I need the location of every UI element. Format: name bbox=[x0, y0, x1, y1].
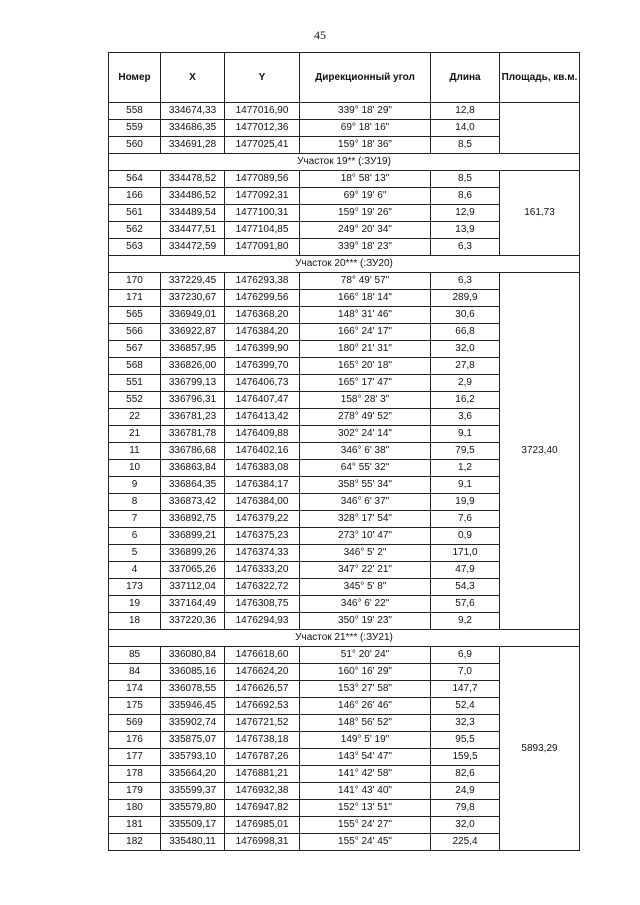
direction-angle: 346° 5' 2" bbox=[300, 545, 431, 562]
direction-angle: 346° 6' 38" bbox=[300, 443, 431, 460]
coord-y: 1476384,20 bbox=[225, 324, 300, 341]
direction-angle: 152° 13' 51" bbox=[300, 800, 431, 817]
segment-length: 66,8 bbox=[431, 324, 500, 341]
point-number: 180 bbox=[109, 800, 161, 817]
direction-angle: 166° 24' 17" bbox=[300, 324, 431, 341]
point-number: 558 bbox=[109, 103, 161, 120]
coord-y: 1476413,42 bbox=[225, 409, 300, 426]
coord-x: 334691,28 bbox=[161, 137, 225, 154]
coord-y: 1476985,01 bbox=[225, 817, 300, 834]
coord-y: 1476624,20 bbox=[225, 664, 300, 681]
direction-angle: 141° 43' 40" bbox=[300, 783, 431, 800]
coord-y: 1476383,08 bbox=[225, 460, 300, 477]
direction-angle: 180° 21' 31" bbox=[300, 341, 431, 358]
segment-length: 14,0 bbox=[431, 120, 500, 137]
header-x: X bbox=[161, 53, 225, 103]
direction-angle: 346° 6' 37" bbox=[300, 494, 431, 511]
coord-x: 336864,35 bbox=[161, 477, 225, 494]
segment-length: 24,9 bbox=[431, 783, 500, 800]
coord-y: 1477092,31 bbox=[225, 188, 300, 205]
coord-y: 1476721,52 bbox=[225, 715, 300, 732]
coord-x: 337230,67 bbox=[161, 290, 225, 307]
coordinates-table bbox=[108, 52, 580, 851]
direction-angle: 143° 54' 47" bbox=[300, 749, 431, 766]
coord-x: 336922,87 bbox=[161, 324, 225, 341]
segment-length: 57,6 bbox=[431, 596, 500, 613]
direction-angle: 165° 20' 18" bbox=[300, 358, 431, 375]
direction-angle: 78° 49' 57" bbox=[300, 273, 431, 290]
coord-x: 336796,31 bbox=[161, 392, 225, 409]
point-number: 177 bbox=[109, 749, 161, 766]
direction-angle: 358° 55' 34" bbox=[300, 477, 431, 494]
coord-x: 334478,52 bbox=[161, 171, 225, 188]
coord-x: 336080,84 bbox=[161, 647, 225, 664]
direction-angle: 148° 56' 52" bbox=[300, 715, 431, 732]
point-number: 5 bbox=[109, 545, 161, 562]
area-value: 5893,29 bbox=[500, 647, 580, 851]
segment-length: 2,9 bbox=[431, 375, 500, 392]
coord-y: 1477104,85 bbox=[225, 222, 300, 239]
direction-angle: 18° 58' 13" bbox=[300, 171, 431, 188]
segment-length: 79,5 bbox=[431, 443, 500, 460]
table-row bbox=[109, 171, 580, 188]
point-number: 18 bbox=[109, 613, 161, 630]
point-number: 560 bbox=[109, 137, 161, 154]
segment-length: 6,3 bbox=[431, 239, 500, 256]
segment-length: 147,7 bbox=[431, 681, 500, 698]
coord-y: 1476399,90 bbox=[225, 341, 300, 358]
header-area: Площадь, кв.м. bbox=[500, 53, 580, 103]
point-number: 11 bbox=[109, 443, 161, 460]
coord-y: 1477100,31 bbox=[225, 205, 300, 222]
point-number: 175 bbox=[109, 698, 161, 715]
table-row bbox=[109, 647, 580, 664]
coord-y: 1476881,21 bbox=[225, 766, 300, 783]
coord-x: 335902,74 bbox=[161, 715, 225, 732]
point-number: 4 bbox=[109, 562, 161, 579]
direction-angle: 159° 18' 36" bbox=[300, 137, 431, 154]
direction-angle: 141° 42' 58" bbox=[300, 766, 431, 783]
coord-y: 1477012,36 bbox=[225, 120, 300, 137]
coord-x: 335599,37 bbox=[161, 783, 225, 800]
coord-y: 1476409,88 bbox=[225, 426, 300, 443]
coord-x: 334489,54 bbox=[161, 205, 225, 222]
coord-y: 1476368,20 bbox=[225, 307, 300, 324]
section-title: Участок 19** (:ЗУ19) bbox=[109, 154, 580, 171]
direction-angle: 347° 22' 21" bbox=[300, 562, 431, 579]
coord-y: 1476998,31 bbox=[225, 834, 300, 851]
point-number: 85 bbox=[109, 647, 161, 664]
point-number: 19 bbox=[109, 596, 161, 613]
area-value bbox=[500, 103, 580, 154]
segment-length: 16,2 bbox=[431, 392, 500, 409]
point-number: 551 bbox=[109, 375, 161, 392]
coord-x: 337220,36 bbox=[161, 613, 225, 630]
coord-y: 1476294,93 bbox=[225, 613, 300, 630]
coord-x: 334477,51 bbox=[161, 222, 225, 239]
segment-length: 30,6 bbox=[431, 307, 500, 324]
coord-x: 334486,52 bbox=[161, 188, 225, 205]
segment-length: 7,0 bbox=[431, 664, 500, 681]
coord-y: 1477091,80 bbox=[225, 239, 300, 256]
coord-x: 336826,00 bbox=[161, 358, 225, 375]
point-number: 565 bbox=[109, 307, 161, 324]
direction-angle: 69° 18' 16" bbox=[300, 120, 431, 137]
coord-x: 337112,04 bbox=[161, 579, 225, 596]
point-number: 170 bbox=[109, 273, 161, 290]
coord-y: 1476299,56 bbox=[225, 290, 300, 307]
section-row bbox=[109, 154, 580, 171]
coord-y: 1476618,60 bbox=[225, 647, 300, 664]
segment-length: 289,9 bbox=[431, 290, 500, 307]
direction-angle: 146° 26' 46" bbox=[300, 698, 431, 715]
direction-angle: 69° 19' 6" bbox=[300, 188, 431, 205]
header-angle: Дирекционный угол bbox=[300, 53, 431, 103]
section-title: Участок 21*** (:ЗУ21) bbox=[109, 630, 580, 647]
point-number: 563 bbox=[109, 239, 161, 256]
direction-angle: 302° 24' 14" bbox=[300, 426, 431, 443]
segment-length: 8,6 bbox=[431, 188, 500, 205]
segment-length: 9,2 bbox=[431, 613, 500, 630]
header-length: Длина bbox=[431, 53, 500, 103]
coord-x: 336863,84 bbox=[161, 460, 225, 477]
coord-y: 1476787,26 bbox=[225, 749, 300, 766]
coord-y: 1476293,38 bbox=[225, 273, 300, 290]
coord-x: 336873,42 bbox=[161, 494, 225, 511]
point-number: 181 bbox=[109, 817, 161, 834]
coord-y: 1476379,22 bbox=[225, 511, 300, 528]
coord-x: 334674,33 bbox=[161, 103, 225, 120]
direction-angle: 339° 18' 23" bbox=[300, 239, 431, 256]
point-number: 567 bbox=[109, 341, 161, 358]
point-number: 562 bbox=[109, 222, 161, 239]
direction-angle: 159° 19' 26" bbox=[300, 205, 431, 222]
coord-x: 336781,23 bbox=[161, 409, 225, 426]
point-number: 559 bbox=[109, 120, 161, 137]
direction-angle: 51° 20' 24" bbox=[300, 647, 431, 664]
segment-length: 82,6 bbox=[431, 766, 500, 783]
coord-x: 336857,95 bbox=[161, 341, 225, 358]
coord-y: 1476308,75 bbox=[225, 596, 300, 613]
point-number: 7 bbox=[109, 511, 161, 528]
coord-y: 1476932,38 bbox=[225, 783, 300, 800]
point-number: 10 bbox=[109, 460, 161, 477]
direction-angle: 249° 20' 34" bbox=[300, 222, 431, 239]
direction-angle: 158° 28' 3" bbox=[300, 392, 431, 409]
coord-y: 1476947,82 bbox=[225, 800, 300, 817]
point-number: 6 bbox=[109, 528, 161, 545]
point-number: 174 bbox=[109, 681, 161, 698]
segment-length: 159,5 bbox=[431, 749, 500, 766]
segment-length: 27,8 bbox=[431, 358, 500, 375]
section-row bbox=[109, 630, 580, 647]
segment-length: 8,5 bbox=[431, 171, 500, 188]
coord-y: 1476406,73 bbox=[225, 375, 300, 392]
direction-angle: 149° 5' 19" bbox=[300, 732, 431, 749]
point-number: 21 bbox=[109, 426, 161, 443]
coord-x: 336781,78 bbox=[161, 426, 225, 443]
coord-y: 1476322,72 bbox=[225, 579, 300, 596]
segment-length: 95,5 bbox=[431, 732, 500, 749]
coord-y: 1476399,70 bbox=[225, 358, 300, 375]
coord-y: 1476738,18 bbox=[225, 732, 300, 749]
segment-length: 32,0 bbox=[431, 341, 500, 358]
coord-y: 1477089,56 bbox=[225, 171, 300, 188]
coord-y: 1476384,17 bbox=[225, 477, 300, 494]
coord-x: 334472,59 bbox=[161, 239, 225, 256]
coord-x: 335946,45 bbox=[161, 698, 225, 715]
point-number: 9 bbox=[109, 477, 161, 494]
page-number: 45 bbox=[314, 28, 326, 42]
direction-angle: 160° 16' 29" bbox=[300, 664, 431, 681]
segment-length: 13,9 bbox=[431, 222, 500, 239]
coord-x: 336892,75 bbox=[161, 511, 225, 528]
area-value: 3723,40 bbox=[500, 273, 580, 630]
coord-y: 1477025,41 bbox=[225, 137, 300, 154]
coord-x: 337229,45 bbox=[161, 273, 225, 290]
segment-length: 3,6 bbox=[431, 409, 500, 426]
coord-x: 336899,26 bbox=[161, 545, 225, 562]
table-body bbox=[109, 103, 580, 851]
direction-angle: 339° 18' 29" bbox=[300, 103, 431, 120]
coord-y: 1476333,20 bbox=[225, 562, 300, 579]
segment-length: 225,4 bbox=[431, 834, 500, 851]
segment-length: 9,1 bbox=[431, 426, 500, 443]
coord-x: 337065,26 bbox=[161, 562, 225, 579]
segment-length: 79,8 bbox=[431, 800, 500, 817]
direction-angle: 153° 27' 58" bbox=[300, 681, 431, 698]
coord-x: 335793,10 bbox=[161, 749, 225, 766]
coord-x: 335579,80 bbox=[161, 800, 225, 817]
coord-x: 335480,11 bbox=[161, 834, 225, 851]
point-number: 566 bbox=[109, 324, 161, 341]
point-number: 569 bbox=[109, 715, 161, 732]
direction-angle: 346° 6' 22" bbox=[300, 596, 431, 613]
coord-x: 336949,01 bbox=[161, 307, 225, 324]
point-number: 568 bbox=[109, 358, 161, 375]
point-number: 564 bbox=[109, 171, 161, 188]
coord-x: 336799,13 bbox=[161, 375, 225, 392]
segment-length: 19,9 bbox=[431, 494, 500, 511]
coord-x: 337164,49 bbox=[161, 596, 225, 613]
coord-y: 1476692,53 bbox=[225, 698, 300, 715]
coord-y: 1477016,90 bbox=[225, 103, 300, 120]
header-y: Y bbox=[225, 53, 300, 103]
direction-angle: 155° 24' 27" bbox=[300, 817, 431, 834]
point-number: 182 bbox=[109, 834, 161, 851]
segment-length: 171,0 bbox=[431, 545, 500, 562]
table-row bbox=[109, 273, 580, 290]
point-number: 176 bbox=[109, 732, 161, 749]
coord-y: 1476375,23 bbox=[225, 528, 300, 545]
segment-length: 12,8 bbox=[431, 103, 500, 120]
segment-length: 1,2 bbox=[431, 460, 500, 477]
section-title: Участок 20*** (:ЗУ20) bbox=[109, 256, 580, 273]
direction-angle: 273° 10' 47" bbox=[300, 528, 431, 545]
coord-x: 336899,21 bbox=[161, 528, 225, 545]
direction-angle: 166° 18' 14" bbox=[300, 290, 431, 307]
table-row bbox=[109, 103, 580, 120]
coord-x: 336085,16 bbox=[161, 664, 225, 681]
point-number: 171 bbox=[109, 290, 161, 307]
coord-x: 335509,17 bbox=[161, 817, 225, 834]
segment-length: 32,3 bbox=[431, 715, 500, 732]
direction-angle: 64° 55' 32" bbox=[300, 460, 431, 477]
area-value: 161,73 bbox=[500, 171, 580, 256]
coord-x: 336078,55 bbox=[161, 681, 225, 698]
point-number: 561 bbox=[109, 205, 161, 222]
coord-y: 1476374,33 bbox=[225, 545, 300, 562]
direction-angle: 345° 5' 8" bbox=[300, 579, 431, 596]
point-number: 173 bbox=[109, 579, 161, 596]
point-number: 178 bbox=[109, 766, 161, 783]
point-number: 22 bbox=[109, 409, 161, 426]
direction-angle: 155° 24' 45" bbox=[300, 834, 431, 851]
section-row bbox=[109, 256, 580, 273]
direction-angle: 165° 17' 47" bbox=[300, 375, 431, 392]
segment-length: 52,4 bbox=[431, 698, 500, 715]
segment-length: 8,5 bbox=[431, 137, 500, 154]
point-number: 179 bbox=[109, 783, 161, 800]
segment-length: 12,9 bbox=[431, 205, 500, 222]
coord-y: 1476407,47 bbox=[225, 392, 300, 409]
direction-angle: 328° 17' 54" bbox=[300, 511, 431, 528]
direction-angle: 350° 19' 23" bbox=[300, 613, 431, 630]
coord-x: 335664,20 bbox=[161, 766, 225, 783]
segment-length: 9,1 bbox=[431, 477, 500, 494]
segment-length: 32,0 bbox=[431, 817, 500, 834]
point-number: 8 bbox=[109, 494, 161, 511]
coord-x: 335875,07 bbox=[161, 732, 225, 749]
point-number: 166 bbox=[109, 188, 161, 205]
header-row bbox=[109, 53, 580, 103]
segment-length: 6,3 bbox=[431, 273, 500, 290]
header-num: Номер bbox=[109, 53, 161, 103]
direction-angle: 278° 49' 52" bbox=[300, 409, 431, 426]
direction-angle: 148° 31' 46" bbox=[300, 307, 431, 324]
segment-length: 6,9 bbox=[431, 647, 500, 664]
coord-y: 1476402,16 bbox=[225, 443, 300, 460]
coord-y: 1476384,00 bbox=[225, 494, 300, 511]
point-number: 84 bbox=[109, 664, 161, 681]
coord-x: 336786,68 bbox=[161, 443, 225, 460]
segment-length: 47,9 bbox=[431, 562, 500, 579]
segment-length: 7,6 bbox=[431, 511, 500, 528]
segment-length: 0,9 bbox=[431, 528, 500, 545]
coord-y: 1476626,57 bbox=[225, 681, 300, 698]
point-number: 552 bbox=[109, 392, 161, 409]
segment-length: 54,3 bbox=[431, 579, 500, 596]
coord-x: 334686,35 bbox=[161, 120, 225, 137]
